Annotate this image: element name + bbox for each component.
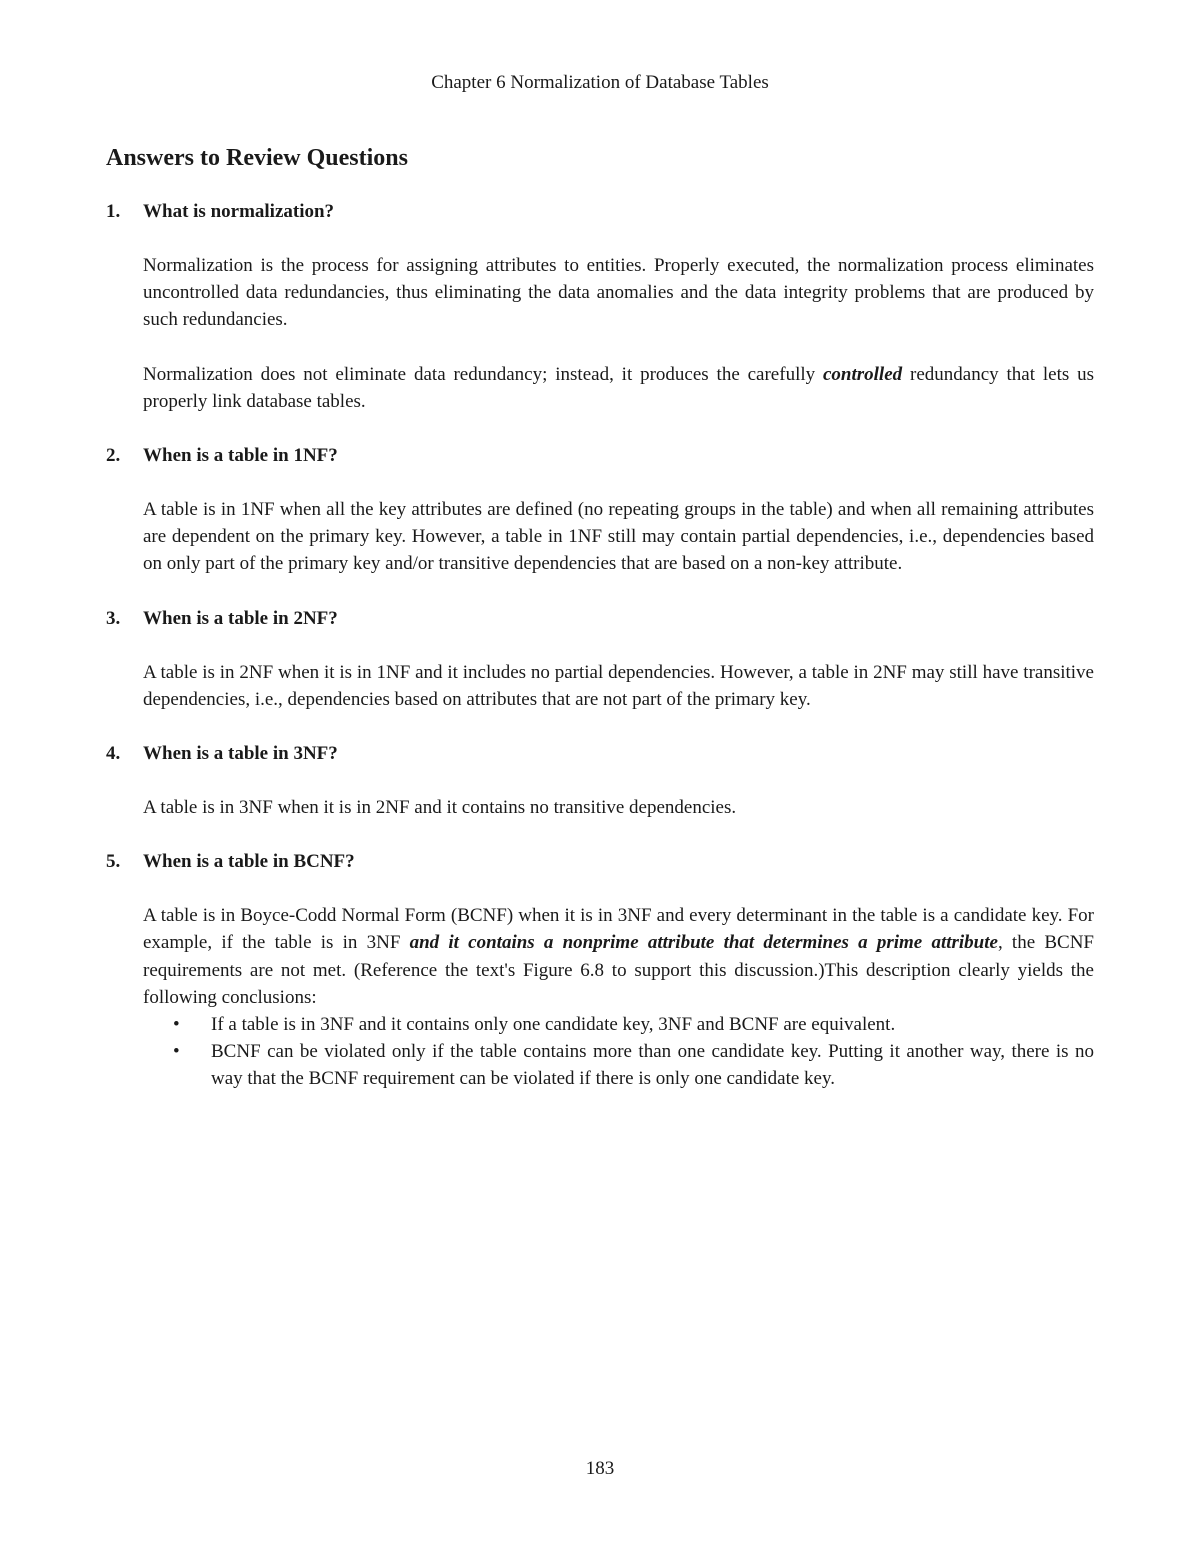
answer-5 bbox=[143, 902, 1094, 1092]
answer-paragraph: A table is in 2NF when it is in 1NF and it includes no partial dependencies. However, a table in 2NF may still have transitive dependencies, i.e., dependencies based on attributes that are not part of the primary key. bbox=[143, 661, 1094, 710]
question-2 bbox=[106, 442, 1094, 469]
question-number: 4. bbox=[106, 743, 121, 765]
answer-paragraph bbox=[143, 902, 1094, 1011]
page-number: 183 bbox=[585, 1458, 615, 1479]
question-text: When is a table in 1NF? bbox=[143, 445, 338, 467]
text-run: redundancy that lets us properly link database tables. bbox=[143, 363, 1094, 412]
answer-2 bbox=[143, 496, 1094, 578]
text-run: , the BCNF requirements are not met. (Reference the text's Figure 6.8 to support this discussion.)This description clearly yields the following conclusions: bbox=[143, 932, 1094, 1008]
question-text: When is a table in BCNF? bbox=[143, 851, 355, 873]
bullet-icon: • bbox=[173, 1014, 180, 1036]
answer-paragraph: Normalization is the process for assigning attributes to entities. Properly executed, the normalization process eliminates uncontrolled data redundancies, thus eliminating the data anomalies and the data integrity problems that are produced by such redundancies. bbox=[143, 255, 1094, 331]
list-item bbox=[143, 1011, 1094, 1038]
question-number: 1. bbox=[106, 201, 121, 222]
question-number: 5. bbox=[106, 851, 121, 873]
running-head: Chapter 6 Normalization of Database Tables bbox=[431, 72, 769, 93]
text-run: A table is in Boyce-Codd Normal Form (BCNF) when it is in 3NF and every determinant in the table is a candidate key. For example, if the table is in 3NF bbox=[143, 905, 1094, 954]
question-4 bbox=[106, 740, 1094, 767]
question-1 bbox=[106, 198, 1094, 225]
document-body bbox=[106, 142, 1094, 1093]
list-item-text: BCNF can be violated only if the table contains more than one candidate key. Putting it another way, there is no way that the BCNF requirement can be violated if there is only one candidate key. bbox=[211, 1041, 1094, 1090]
bullet-icon: • bbox=[173, 1041, 180, 1063]
list-item-text: If a table is in 3NF and it contains only one candidate key, 3NF and BCNF are equivalent. bbox=[211, 1014, 896, 1036]
answer-paragraph bbox=[143, 361, 1094, 415]
page-title: Answers to Review Questions bbox=[106, 145, 408, 171]
answer-paragraph: A table is in 1NF when all the key attributes are defined (no repeating groups in the table) and when all remaining attributes are dependent on the primary key. However, a table in 1NF still may contain partial dependencies, i.e., dependencies based on only part of the primary key and/or transitive dependencies that are based on a non-key attribute. bbox=[143, 499, 1094, 575]
answer-4 bbox=[143, 794, 1094, 821]
answer-3 bbox=[143, 659, 1094, 713]
question-3 bbox=[106, 605, 1094, 632]
answer-1 bbox=[143, 252, 1094, 415]
emphasis-text: controlled bbox=[822, 363, 903, 385]
question-number: 2. bbox=[106, 445, 121, 467]
question-text: When is a table in 2NF? bbox=[143, 607, 338, 629]
emphasis-text: and it contains a nonprime attribute that determines a prime attribute bbox=[409, 932, 998, 954]
question-text: When is a table in 3NF? bbox=[143, 743, 338, 765]
question-number: 3. bbox=[106, 607, 121, 629]
answer-paragraph: A table is in 3NF when it is in 2NF and it contains no transitive dependencies. bbox=[143, 797, 737, 819]
list-item bbox=[143, 1038, 1094, 1092]
conclusion-list bbox=[143, 1011, 1094, 1093]
question-text: What is normalization? bbox=[143, 201, 335, 222]
text-run: Normalization does not eliminate data redundancy; instead, it produces the carefully bbox=[143, 363, 823, 385]
question-5 bbox=[106, 848, 1094, 875]
